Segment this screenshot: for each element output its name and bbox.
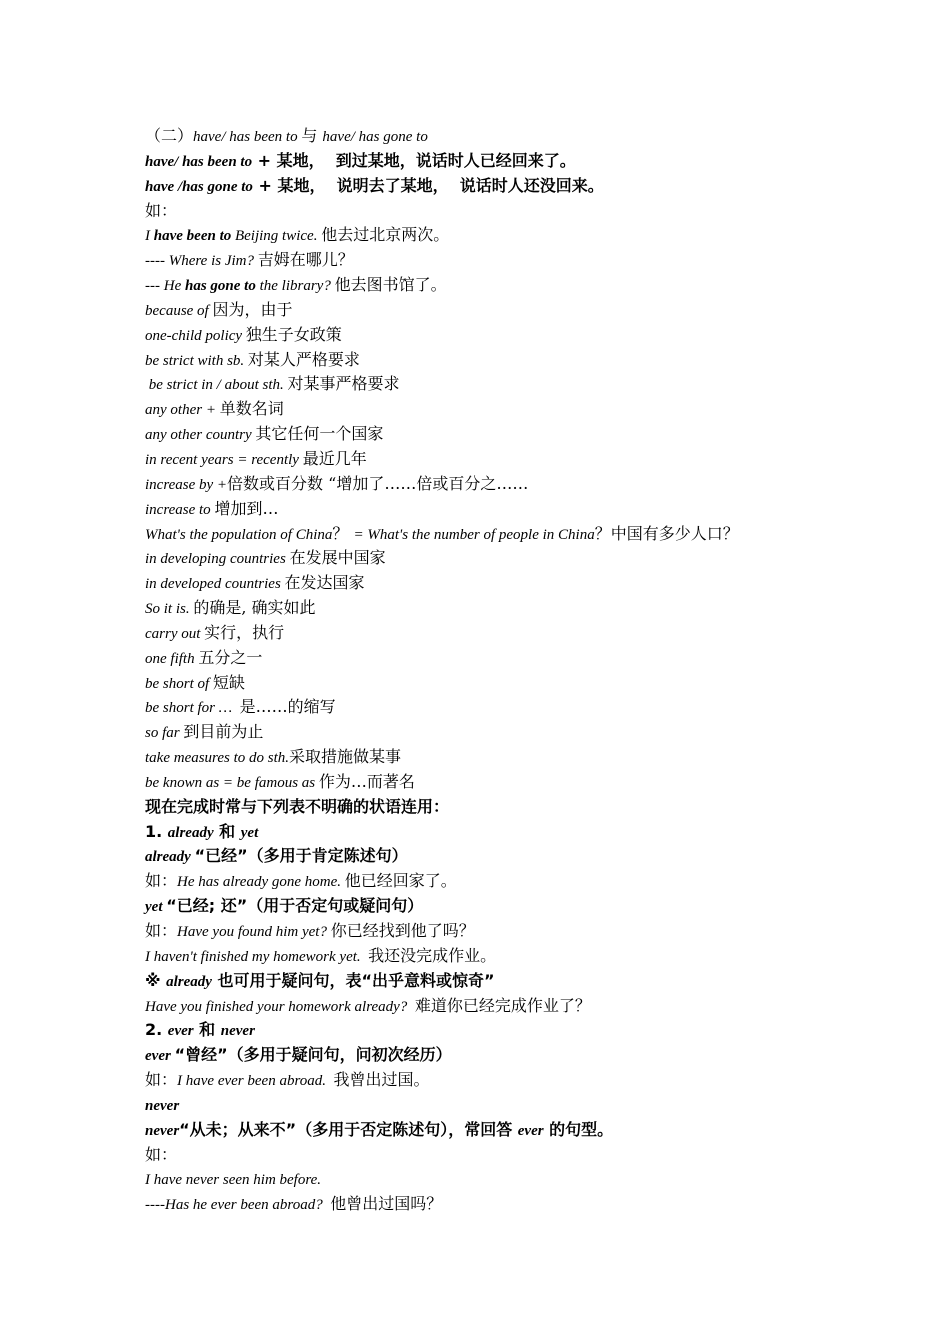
text-segment: Have you found him yet? [177, 924, 331, 940]
text-segment: 他去图书馆了。 [334, 275, 447, 295]
text-segment: Have you finished your homework already? [145, 998, 415, 1015]
text-segment: any other country [145, 427, 256, 444]
text-line [145, 1167, 935, 1192]
text-segment: never [145, 1097, 180, 1114]
text-segment: have/ has been to [193, 129, 302, 145]
text-segment: 现在完成时常与下列表不明确的状语连用： [145, 796, 450, 816]
text-segment: 其它任何一个国家 [255, 424, 384, 444]
text-segment: have/ has been to [145, 153, 253, 170]
text-segment: 难道你已经完成作业了？ [414, 995, 591, 1015]
text-segment: 倍数或百分数 “增加了……倍或百分之…… [227, 473, 529, 493]
text-line [145, 472, 935, 497]
text-line [145, 372, 935, 397]
text-line [145, 522, 935, 547]
text-segment: has gone to [184, 278, 256, 295]
text-segment: be strict in / about sth. [145, 377, 288, 394]
text-segment: in recent years = recently [145, 451, 303, 468]
text-segment: （二） [145, 126, 194, 145]
text-segment: I have never seen him before. [145, 1172, 322, 1189]
document-body [145, 124, 935, 1217]
text-segment: already [145, 849, 195, 866]
text-segment: 如： [145, 1144, 178, 1164]
text-segment: 如： [145, 200, 178, 220]
text-segment: never [145, 1122, 180, 1139]
text-line [145, 646, 935, 671]
text-line [145, 199, 935, 224]
text-segment: have /has gone to [145, 178, 253, 195]
text-line [145, 894, 935, 919]
text-segment: 采取措施做某事 [289, 747, 402, 767]
text-line [145, 348, 935, 373]
text-line [145, 447, 935, 472]
text-segment: 作为…而著名 [318, 771, 415, 791]
text-line [145, 422, 935, 447]
text-segment: ---- Where is Jim? [145, 253, 258, 270]
text-line [145, 820, 935, 845]
text-segment: 单数名词 [219, 399, 284, 419]
text-line [145, 1143, 935, 1168]
text-segment: + 某地， 说明去了某地， 说话时人还没回来。 [252, 175, 604, 195]
text-segment: 吉姆在哪儿？ [257, 250, 354, 270]
text-segment: 的句型。 [543, 1119, 614, 1139]
text-segment: I [145, 228, 154, 245]
text-segment: 最近几年 [302, 448, 367, 468]
text-segment: ？ [332, 523, 354, 543]
text-segment: --- He [145, 278, 185, 295]
text-segment: He has already gone home. [177, 874, 345, 891]
text-segment: 他已经回家了。 [344, 871, 457, 891]
text-segment: 也可用于疑问句，表“出乎意料或惊奇” [211, 970, 495, 990]
text-segment: 与 [301, 126, 323, 145]
text-segment: “曾经”（多用于疑问句，问初次经历） [174, 1045, 452, 1065]
text-segment: increase to [145, 501, 215, 518]
text-segment: ever [517, 1122, 544, 1139]
text-segment: 增加到… [214, 498, 279, 518]
text-segment: I have ever been abroad. [177, 1073, 334, 1090]
text-segment: 他去过北京两次。 [321, 225, 450, 245]
text-line [145, 844, 935, 869]
text-line [145, 248, 935, 273]
text-line [145, 994, 935, 1019]
text-segment: 到目前为止 [183, 722, 264, 742]
text-segment: be short of [145, 675, 213, 692]
text-line [145, 745, 935, 770]
text-segment: yet [240, 824, 259, 841]
text-segment: so far [145, 725, 184, 742]
text-segment: take measures to do sth. [145, 750, 290, 767]
text-segment: = What's the number of people in China [353, 526, 595, 543]
text-segment: 和 [193, 1020, 221, 1040]
text-line [145, 1118, 935, 1143]
text-segment: “已经”（多用于肯定陈述句） [194, 846, 408, 866]
text-segment: 如： [145, 871, 178, 891]
text-segment: 独生子女政策 [245, 324, 342, 344]
text-line [145, 1018, 935, 1043]
text-line [145, 397, 935, 422]
text-line [145, 223, 935, 248]
text-segment: + 某地， 到过某地，说话时人已经回来了。 [252, 150, 576, 170]
text-line [145, 1043, 935, 1068]
text-segment: 如： [145, 921, 178, 940]
text-segment: already [167, 824, 214, 841]
text-segment: in developing countries [145, 551, 290, 568]
text-segment: 五分之一 [198, 647, 263, 667]
text-segment: ever [167, 1023, 194, 1040]
text-line [145, 571, 935, 596]
text-line [145, 621, 935, 646]
text-segment: 在发展中国家 [289, 548, 386, 568]
text-segment: carry out [145, 625, 205, 642]
text-line [145, 919, 935, 944]
text-segment: ----Has he ever been abroad? [145, 1197, 331, 1214]
text-line [145, 323, 935, 348]
text-segment: 实行，执行 [204, 622, 285, 642]
text-segment: 我还没完成作业。 [368, 945, 497, 965]
text-segment: never [220, 1023, 255, 1040]
text-segment: increase by + [145, 476, 228, 493]
text-segment: be known as = be famous as [145, 774, 319, 791]
text-segment: 的确是, 确实如此 [193, 598, 316, 618]
text-line [145, 944, 935, 969]
text-segment: the library? [255, 278, 335, 295]
text-line [145, 795, 935, 820]
text-line [145, 1068, 935, 1093]
text-segment: 是……的缩写 [239, 697, 336, 717]
text-line [145, 969, 935, 994]
text-line [145, 720, 935, 745]
text-segment: one fifth [145, 650, 199, 667]
text-segment: 短缺 [212, 672, 245, 692]
text-segment: in developed countries [145, 576, 285, 593]
text-segment: 因为，由于 [212, 299, 293, 319]
text-line [145, 546, 935, 571]
text-segment: “已经; 还”（用于否定句或疑问句） [166, 896, 424, 916]
text-line [145, 497, 935, 522]
text-segment: I haven't finished my homework yet. [145, 948, 369, 965]
text-segment: any other + [145, 402, 220, 419]
text-segment: have/ has gone to [322, 129, 428, 145]
text-segment: What's the population of China [145, 526, 333, 543]
text-segment: “从未；从来不”（多用于否定陈述句），常回答 [179, 1119, 518, 1139]
text-line [145, 671, 935, 696]
text-segment: 我曾出过国。 [333, 1070, 430, 1090]
text-segment: 如： [145, 1070, 178, 1090]
text-segment: be short for … [145, 700, 240, 717]
text-line [145, 124, 935, 149]
text-segment: ？中国有多少人口？ [594, 523, 739, 543]
text-segment: yet [145, 899, 167, 916]
text-segment: be strict with sb. [145, 352, 248, 369]
text-line [145, 869, 935, 894]
text-segment: have been to [153, 228, 232, 245]
text-line [145, 149, 935, 174]
text-line [145, 174, 935, 199]
text-segment: 2. [145, 1020, 168, 1040]
text-segment: ever [145, 1048, 175, 1065]
text-segment: 1. [145, 821, 168, 841]
text-segment: 对某事严格要求 [287, 374, 400, 394]
text-segment: because of [145, 302, 213, 319]
text-line [145, 273, 935, 298]
text-segment: already [166, 973, 212, 990]
text-segment: Beijing twice. [231, 228, 322, 245]
text-line [145, 770, 935, 795]
text-line [145, 596, 935, 621]
text-line [145, 695, 935, 720]
text-segment: So it is. [145, 601, 194, 618]
text-segment: ※ [145, 970, 167, 990]
text-segment: 对某人严格要求 [247, 349, 360, 369]
text-segment: 他曾出过国吗？ [330, 1194, 443, 1214]
text-segment: 和 [213, 821, 241, 841]
text-segment: one-child policy [145, 327, 246, 344]
text-line [145, 1192, 935, 1217]
text-segment: 在发达国家 [284, 573, 365, 593]
text-segment: 你已经找到他了吗？ [330, 921, 475, 940]
text-line [145, 1093, 935, 1118]
text-line [145, 298, 935, 323]
